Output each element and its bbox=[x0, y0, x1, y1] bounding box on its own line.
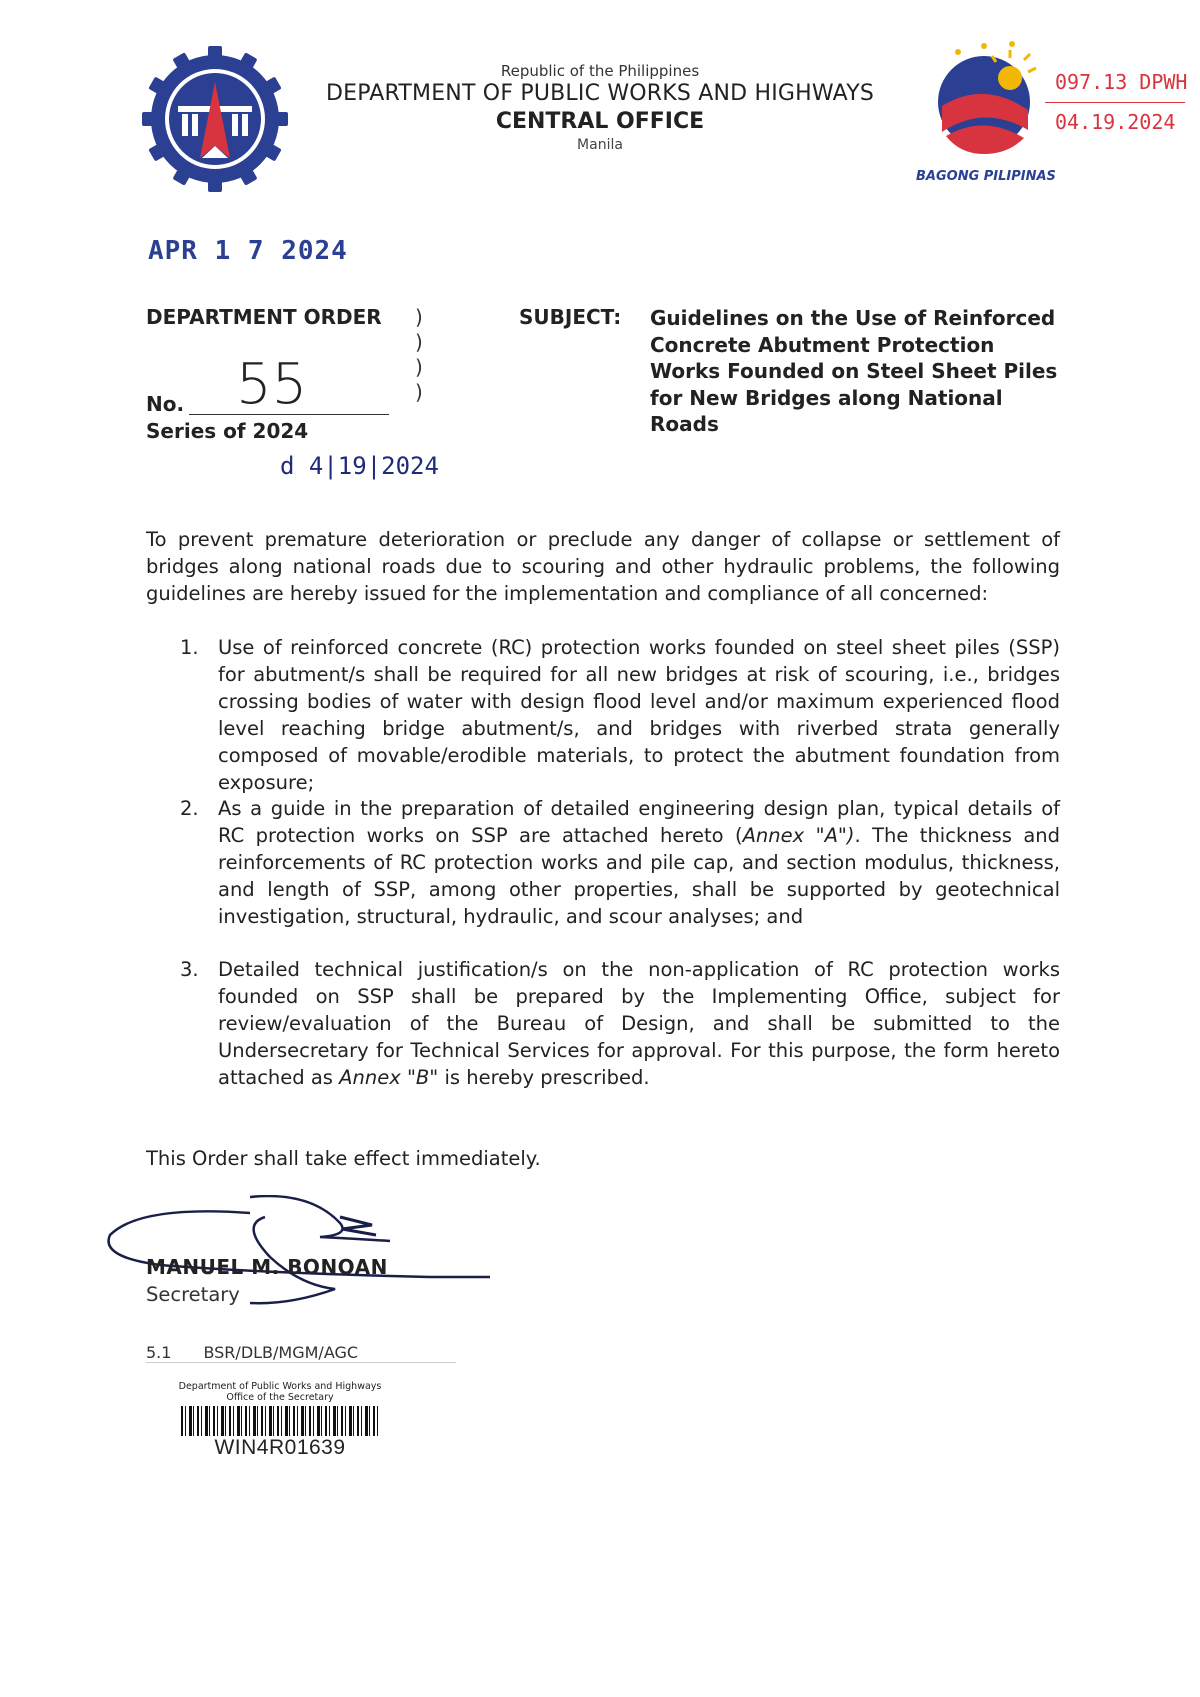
item-1-text: Use of reinforced concrete (RC) protection works founded on steel sheet piles (SSP) for abutment/s shall be required for all new bridges at risk of scouring, i.e., bridges crossing bodies of water with design flood level and/or maximum experienced flood level reaching bridge abutment/s, and bridges with riverbed strata generally composed of movable/erodible materials, to protect the abutment foundation from exposure; bbox=[218, 636, 1060, 794]
department-name: DEPARTMENT OF PUBLIC WORKS AND HIGHWAYS bbox=[325, 81, 875, 106]
receiving-stamp bbox=[160, 1381, 400, 1460]
paren-2: ) bbox=[415, 330, 423, 354]
item-2-text-b: . The thickness and reinforcements of RC protection works and pile cap, and section modulus, thickness, and length of SSP, among other properties, shall be supported by geotechnical investigation, structural, hydraulic, and scour analyses; and bbox=[218, 824, 1061, 928]
handwritten-ref-number: 097.13 DPWH bbox=[1055, 70, 1188, 94]
paren-4: ) bbox=[415, 380, 423, 404]
city-name: Manila bbox=[577, 137, 623, 153]
barcode-code: WIN4R01639 bbox=[214, 1436, 346, 1459]
stamp-agency: Department of Public Works and Highways bbox=[178, 1381, 382, 1392]
item-3-text bbox=[218, 956, 1060, 1091]
item-3-number: 3. bbox=[180, 958, 199, 981]
barcode bbox=[181, 1406, 379, 1436]
reference-underline bbox=[146, 1362, 456, 1363]
item-3-annex-ref: Annex "B" bbox=[339, 1066, 439, 1089]
republic-line: Republic of the Philippines bbox=[500, 62, 700, 80]
handwritten-ref-date: 04.19.2024 bbox=[1055, 110, 1176, 134]
paren-3: ) bbox=[415, 355, 423, 379]
department-order-label: DEPARTMENT ORDER bbox=[146, 305, 382, 329]
order-number: 55 bbox=[236, 352, 308, 417]
handwritten-ref-underline bbox=[1045, 102, 1185, 103]
bagong-pilipinas-logo bbox=[912, 40, 1062, 190]
item-2-annex-ref: Annex "A") bbox=[742, 824, 855, 847]
dpwh-logo bbox=[142, 46, 288, 192]
item-2-text bbox=[218, 795, 1060, 930]
item-3-text-a: Detailed technical justification/s on the non-application of RC protection works founded on SSP shall be prepared by the Implementing Office, subject for review/evaluation of the Bureau of Design, and shall be submitted to the Undersecretary for Technical Services for approval. For this purpose, the form hereto attached as bbox=[218, 958, 1060, 1089]
intro-paragraph: To prevent premature deterioration or preclude any danger of collapse or settlement of bridges along national roads due to scouring and other hydraulic problems, the following guidelines are hereby issued for the implementation and compliance of all concerned: bbox=[146, 528, 1060, 605]
date-stamp: APR 1 7 2024 bbox=[148, 236, 348, 266]
closing-paragraph: This Order shall take effect immediately. bbox=[146, 1147, 541, 1170]
reference-line bbox=[146, 1343, 358, 1362]
reference-code: 5.1 bbox=[146, 1343, 172, 1362]
signer-name: MANUEL M. BONOAN bbox=[146, 1255, 388, 1279]
item-2-number: 2. bbox=[180, 797, 199, 820]
office-name: CENTRAL OFFICE bbox=[495, 109, 705, 134]
paren-1: ) bbox=[415, 305, 423, 329]
order-no-label: No. bbox=[146, 392, 185, 416]
bagong-pilipinas-text: BAGONG PILIPINAS bbox=[916, 169, 1056, 184]
item-1-number: 1. bbox=[180, 636, 199, 659]
stamp-office: Office of the Secretary bbox=[226, 1392, 334, 1403]
letterhead bbox=[300, 62, 900, 154]
series-label: Series of 2024 bbox=[146, 419, 309, 443]
handwritten-note: d 4|19|2024 bbox=[280, 452, 439, 480]
reference-initials: BSR/DLB/MGM/AGC bbox=[203, 1343, 359, 1362]
item-2-text-a: As a guide in the preparation of detailed engineering design plan, typical details of RC protection works on SSP are attached hereto ( bbox=[218, 797, 1060, 847]
subject-text: Guidelines on the Use of Reinforced Concrete Abutment Protection Works Founded on Steel Sheet Piles for New Bridges along National Roads bbox=[650, 306, 1058, 436]
signer-title: Secretary bbox=[146, 1283, 240, 1306]
subject-label: SUBJECT: bbox=[519, 305, 622, 329]
item-3-text-b: is hereby prescribed. bbox=[438, 1066, 650, 1089]
